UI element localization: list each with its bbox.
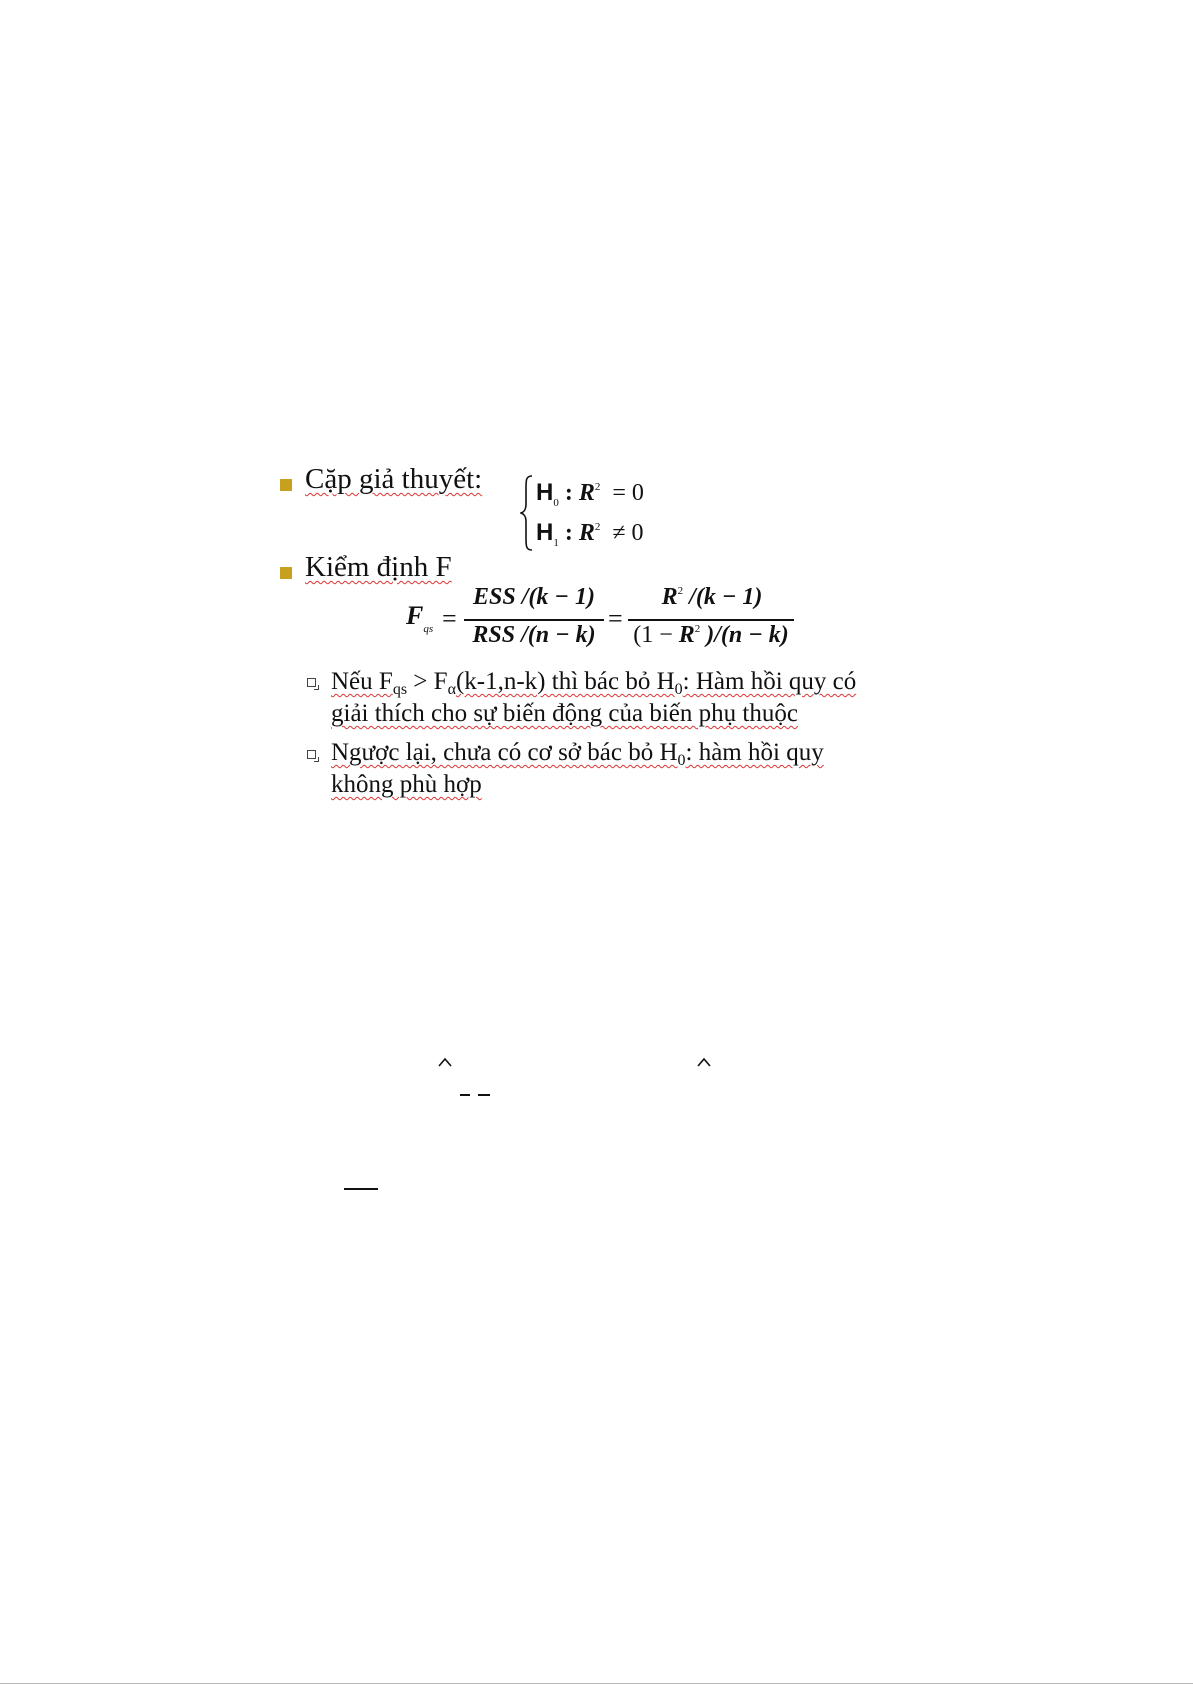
bullet-marker — [280, 567, 292, 579]
stray-caret-mark — [438, 1057, 452, 1067]
hypotheses-heading: Cặp giả thuyết: — [305, 463, 483, 495]
stray-overline-mark — [344, 1188, 378, 1190]
subitem-2-line-2: không phù hợp — [331, 771, 482, 798]
formula-lhs: $F_{qs}$ — [406, 601, 434, 635]
hypothesis-h1: $H_1$ : $R^2 \ne 0$ — [536, 519, 644, 549]
stray-dash-mark — [460, 1094, 470, 1096]
formula-frac1-denominator: RSS /(n − k) — [472, 622, 596, 648]
subitem-1-line-2: giải thích cho sự biến động của biến phụ thuộc — [331, 700, 798, 727]
hypotheses-brace — [520, 474, 534, 552]
stray-dash-mark — [478, 1094, 490, 1096]
formula-frac1-numerator: ESS /(k − 1) — [473, 584, 595, 610]
subitem-2-line-1: Ngược lại, chưa có cơ sở bác bỏ $H_0$: hàm hồi quy — [331, 739, 824, 769]
sub-bullet-marker — [307, 750, 316, 759]
formula-frac2-numerator: $R^2$ /(k − 1) — [661, 584, 763, 610]
formula-equals-1: = — [442, 604, 457, 633]
subitem-1-line-1: Nếu $F_{qs} > F_\alpha(k-1,n-k)$ thì bác bỏ $H_0$: Hàm hồi quy có — [331, 668, 857, 698]
formula-equals-2: = — [608, 604, 623, 633]
formula-frac2-denominator: ($1 - R^2$ )/(n − k) — [633, 622, 789, 648]
ftest-heading: Kiểm định F — [305, 551, 452, 583]
bullet-marker — [280, 479, 292, 491]
page-bottom-edge — [0, 1683, 1193, 1684]
stray-caret-mark — [697, 1057, 711, 1067]
sub-bullet-marker — [307, 678, 316, 687]
formula-frac2-bar — [628, 619, 794, 621]
hypothesis-h0: $H_0$ : $R^2 = 0$ — [536, 479, 644, 509]
formula-frac1-bar — [464, 619, 604, 621]
